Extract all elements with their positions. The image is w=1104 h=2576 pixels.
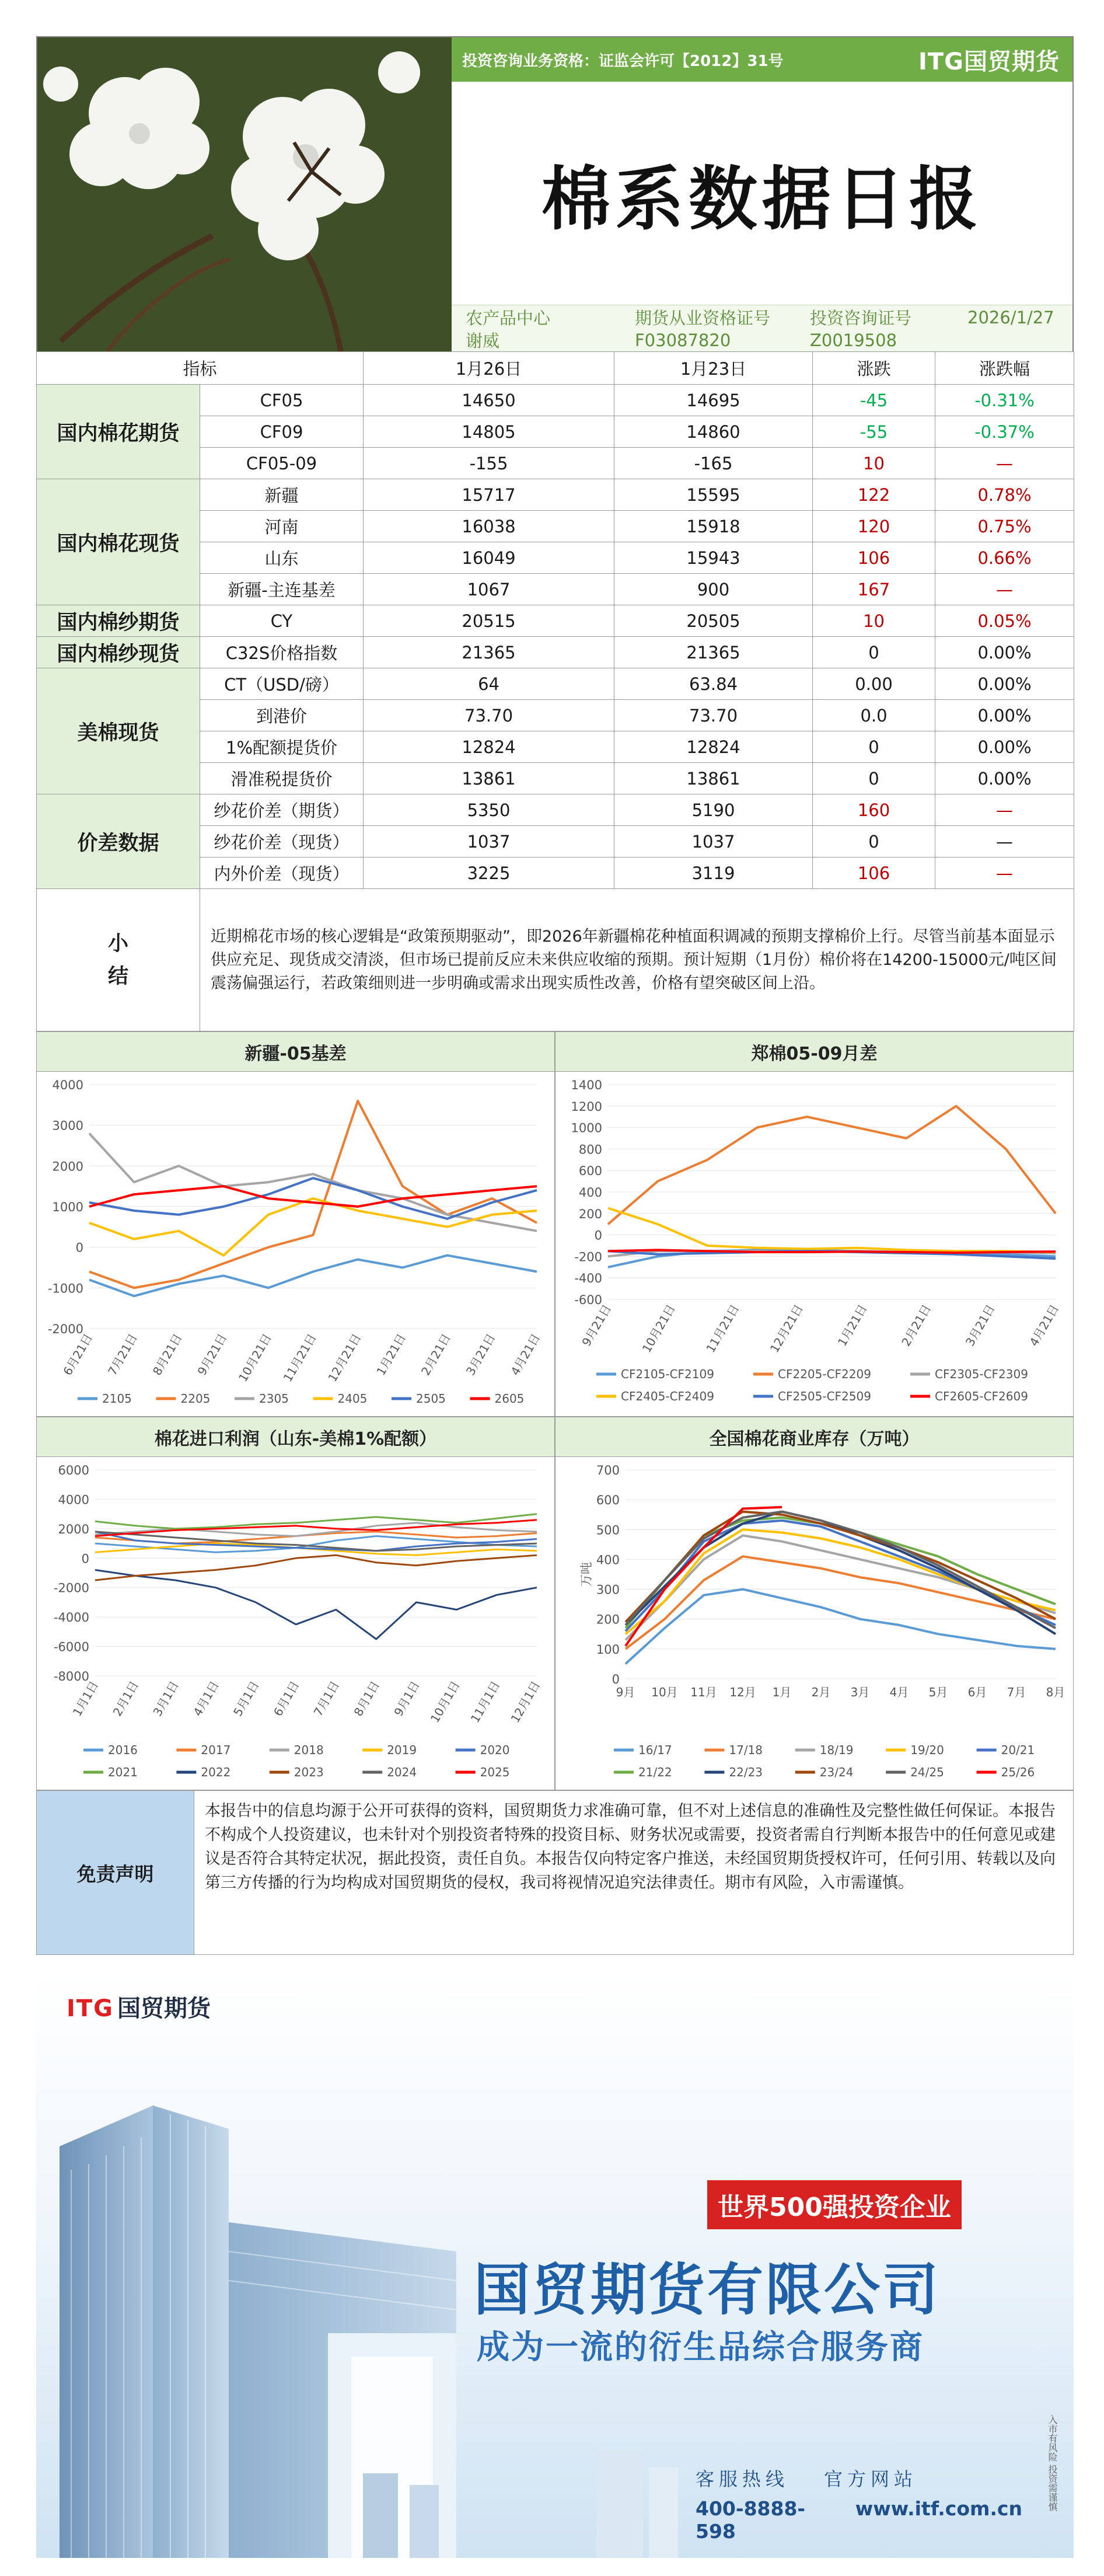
series-line-2022 bbox=[95, 1570, 537, 1640]
x-tick-label: 11月21日 bbox=[703, 1302, 742, 1355]
legend-label: CF2105-CF2109 bbox=[621, 1367, 714, 1381]
col-change: 涨跌 bbox=[813, 352, 935, 385]
value-current: 14650 bbox=[364, 385, 614, 416]
risk-warning: 入市有风险 投资需谨慎 bbox=[1047, 2415, 1058, 2512]
qualification-text: 投资咨询业务资格：证监会许可【2012】31号 bbox=[462, 52, 784, 70]
y-tick-label: 200 bbox=[578, 1207, 602, 1221]
value-previous: 73.70 bbox=[614, 700, 813, 731]
row-item: 滑准税提货价 bbox=[200, 763, 364, 794]
meta-analyst: 谢威 bbox=[466, 331, 500, 351]
value-current: 16049 bbox=[364, 542, 614, 574]
value-change: 106 bbox=[813, 542, 935, 574]
x-tick-label: 12月21日 bbox=[767, 1302, 806, 1355]
x-tick-label: 2月21日 bbox=[899, 1302, 934, 1349]
disclaimer-text: 本报告中的信息均源于公开可获得的资料，国贸期货力求准确可靠，但不对上述信息的准确性及完整性做任何保证。本报告不构成个人投资建议，也未针对个别投资者特殊的投资目标、财务状况或需要，投资者需自行判断本报告中的任何意见或建议是否符合其特定状况，据此投资，责任自负。本报告仅向特定客户推送，未经国贸期货授权许可，任何引用、转载以及向第三方传播的行为均构成对国贸期货的侵权，我司将视情况追究法律责任。期市有风险，入市需谨慎。 bbox=[205, 1802, 1056, 1892]
col-change-pct: 涨跌幅 bbox=[935, 352, 1074, 385]
legend-label: 16/17 bbox=[638, 1743, 672, 1757]
value-change: -45 bbox=[813, 385, 935, 416]
legend-label: 20/21 bbox=[1001, 1743, 1035, 1757]
section-label: 美棉现货 bbox=[37, 668, 200, 794]
basis-chart-title: 新疆-05基差 bbox=[37, 1032, 554, 1072]
basis-chart-plot bbox=[37, 1072, 554, 1416]
x-tick-label: 12月1日 bbox=[508, 1678, 543, 1726]
x-tick-label: 5月 bbox=[928, 1685, 948, 1699]
x-tick-label: 8月21日 bbox=[149, 1331, 185, 1378]
table-header-row bbox=[37, 352, 1074, 385]
company-name: 国贸期货有限公司 bbox=[474, 2257, 941, 2323]
x-tick-label: 8月1日 bbox=[351, 1678, 383, 1719]
value-previous: 3119 bbox=[614, 857, 813, 889]
meta-row-labels bbox=[452, 305, 1072, 328]
value-change: 0 bbox=[813, 637, 935, 668]
x-tick-label: 7月21日 bbox=[105, 1331, 141, 1378]
series-line-CF2405-CF2409 bbox=[608, 1208, 1056, 1252]
value-current: 1037 bbox=[364, 826, 614, 857]
table-body bbox=[37, 385, 1074, 1031]
spread-chart-title: 郑棉05-09月差 bbox=[556, 1032, 1073, 1072]
value-change-pct: 0.05% bbox=[935, 605, 1074, 637]
x-tick-label: 5月1日 bbox=[230, 1678, 262, 1719]
row-item: CY bbox=[200, 605, 364, 637]
table-row bbox=[37, 668, 1074, 700]
x-tick-label: 9月21日 bbox=[579, 1302, 614, 1349]
y-tick-label: -600 bbox=[574, 1293, 602, 1307]
meta-advisory-license-label: 投资咨询证号 bbox=[810, 308, 912, 328]
banner-logo bbox=[67, 1990, 211, 2023]
legend-label: 2205 bbox=[180, 1392, 211, 1406]
contact-info bbox=[696, 2465, 1022, 2543]
row-item: 河南 bbox=[200, 511, 364, 542]
legend-label: 2605 bbox=[494, 1392, 525, 1406]
section-label: 价差数据 bbox=[37, 794, 200, 889]
legend-label: 18/19 bbox=[819, 1743, 854, 1757]
series-line-2605 bbox=[89, 1186, 537, 1207]
y-tick-label: 0 bbox=[612, 1672, 620, 1686]
series-line-2018 bbox=[95, 1523, 537, 1536]
y-tick-label: -2000 bbox=[53, 1581, 89, 1595]
legend-label: 2016 bbox=[108, 1743, 138, 1757]
x-tick-label: 9月 bbox=[616, 1685, 635, 1699]
value-change-pct: 0.78% bbox=[935, 479, 1074, 511]
profit-chart-title: 棉花进口利润（山东-美棉1%配额） bbox=[37, 1417, 554, 1457]
y-tick-label: 600 bbox=[596, 1493, 620, 1508]
y-tick-label: 500 bbox=[596, 1523, 620, 1538]
value-previous: 63.84 bbox=[614, 668, 813, 700]
data-table bbox=[36, 351, 1074, 1031]
page-title: 棉系数据日报 bbox=[541, 159, 983, 239]
row-item: CF05-09 bbox=[200, 448, 364, 479]
x-tick-label: 10月21日 bbox=[639, 1302, 678, 1355]
value-previous: 15918 bbox=[614, 511, 813, 542]
x-tick-label: 4月21日 bbox=[1026, 1302, 1062, 1349]
value-change: 120 bbox=[813, 511, 935, 542]
y-tick-label: 1000 bbox=[52, 1200, 83, 1214]
company-banner bbox=[36, 1971, 1074, 2558]
y-tick-label: 400 bbox=[596, 1553, 620, 1567]
legend-label: 22/23 bbox=[729, 1765, 763, 1779]
y-tick-label: -400 bbox=[574, 1271, 602, 1286]
row-item: 内外价差（现货） bbox=[200, 857, 364, 889]
legend-label: 2024 bbox=[387, 1765, 417, 1779]
meta-department: 农产品中心 bbox=[466, 308, 551, 328]
series-line-2305 bbox=[89, 1134, 537, 1231]
series-line-16/17 bbox=[626, 1589, 1056, 1664]
banner-logo-itg: ITG bbox=[67, 1995, 114, 2022]
value-change-pct: 0.66% bbox=[935, 542, 1074, 574]
x-tick-label: 1月21日 bbox=[834, 1302, 870, 1349]
fortune500-badge: 世界500强投资企业 bbox=[707, 2180, 962, 2229]
value-change: 0.00 bbox=[813, 668, 935, 700]
y-tick-label: 0 bbox=[81, 1552, 89, 1566]
table-row bbox=[37, 605, 1074, 637]
x-tick-label: 2月 bbox=[811, 1685, 831, 1699]
hotline-number: 400-8888-598 bbox=[696, 2497, 806, 2543]
value-previous: -165 bbox=[614, 448, 813, 479]
x-tick-label: 11月21日 bbox=[280, 1331, 319, 1385]
value-change: 0 bbox=[813, 826, 935, 857]
value-change-pct: 0.00% bbox=[935, 637, 1074, 668]
cotton-illustration bbox=[37, 37, 452, 351]
row-item: 新疆 bbox=[200, 479, 364, 511]
y-tick-label: -2000 bbox=[47, 1322, 83, 1336]
x-tick-label: 3月21日 bbox=[962, 1302, 998, 1349]
table-row bbox=[37, 794, 1074, 826]
y-tick-label: 1400 bbox=[571, 1078, 602, 1092]
value-change-pct: — bbox=[935, 857, 1074, 889]
x-tick-label: 12月21日 bbox=[325, 1331, 364, 1385]
series-line-CF2205-CF2209 bbox=[608, 1106, 1056, 1224]
x-tick-label: 3月21日 bbox=[463, 1331, 498, 1378]
summary-text: 近期棉花市场的核心逻辑是“政策预期驱动”，即2026年新疆棉花种植面积调减的预期支撑棉价上行。尽管当前基本面显示供应充足、现货成交清淡，但市场已提前反应未来供应收缩的预期。预计短期（1月份）棉价将在14200-15000元/吨区间震荡偏强运行，若政策细则进一步明确或需求出现实质性改善，价格有望突破区间上沿。 bbox=[200, 889, 1074, 1031]
legend-label: CF2505-CF2509 bbox=[778, 1389, 871, 1403]
col-date-2: 1月23日 bbox=[614, 352, 813, 385]
qualification-bar bbox=[452, 37, 1072, 82]
value-change: 167 bbox=[813, 574, 935, 605]
y-tick-label: -8000 bbox=[53, 1669, 89, 1683]
y-tick-label: 1000 bbox=[571, 1121, 602, 1135]
value-change-pct: — bbox=[935, 794, 1074, 826]
value-change-pct: 0.00% bbox=[935, 763, 1074, 794]
x-tick-label: 11月1日 bbox=[467, 1678, 503, 1726]
value-change: 122 bbox=[813, 479, 935, 511]
profit-chart-plot bbox=[37, 1457, 554, 1790]
x-tick-label: 9月1日 bbox=[391, 1678, 422, 1719]
value-previous: 21365 bbox=[614, 637, 813, 668]
x-tick-label: 2月21日 bbox=[418, 1331, 453, 1378]
value-change: 160 bbox=[813, 794, 935, 826]
row-item: 山东 bbox=[200, 542, 364, 574]
x-tick-label: 2月1日 bbox=[110, 1678, 142, 1719]
value-current: 64 bbox=[364, 668, 614, 700]
website-label: 官方网站 bbox=[824, 2468, 918, 2490]
row-item: CT（USD/磅） bbox=[200, 668, 364, 700]
value-current: 13861 bbox=[364, 763, 614, 794]
value-current: 5350 bbox=[364, 794, 614, 826]
y-tick-label: 4000 bbox=[58, 1493, 89, 1507]
disclaimer bbox=[36, 1790, 1074, 1955]
x-tick-label: 3月 bbox=[850, 1685, 870, 1699]
col-date-1: 1月26日 bbox=[364, 352, 614, 385]
section-label: 国内棉纱现货 bbox=[37, 637, 200, 668]
row-item: 纱花价差（现货） bbox=[200, 826, 364, 857]
chart-row-2 bbox=[36, 1417, 1074, 1790]
series-line-2105 bbox=[89, 1256, 537, 1296]
x-tick-label: 7月1日 bbox=[310, 1678, 343, 1719]
legend-label: 2405 bbox=[337, 1392, 368, 1406]
value-change: 10 bbox=[813, 448, 935, 479]
y-tick-label: 300 bbox=[596, 1582, 620, 1597]
value-change: -55 bbox=[813, 416, 935, 448]
report-sheet bbox=[36, 36, 1074, 2558]
section-label: 国内棉花期货 bbox=[37, 385, 200, 479]
x-tick-label: 11月 bbox=[690, 1685, 717, 1699]
x-tick-label: 1月1日 bbox=[69, 1678, 102, 1719]
value-previous: 12824 bbox=[614, 731, 813, 763]
y-tick-label: -200 bbox=[574, 1250, 602, 1264]
legend-label: CF2405-CF2409 bbox=[621, 1389, 714, 1403]
y-tick-label: -6000 bbox=[53, 1640, 89, 1654]
value-change: 0 bbox=[813, 763, 935, 794]
value-current: 12824 bbox=[364, 731, 614, 763]
value-current: 21365 bbox=[364, 637, 614, 668]
value-change-pct: — bbox=[935, 826, 1074, 857]
value-change: 10 bbox=[813, 605, 935, 637]
row-item: CF05 bbox=[200, 385, 364, 416]
website-url: www.itf.com.cn bbox=[855, 2497, 1022, 2520]
summary-row bbox=[37, 889, 1074, 1031]
cotton-photo bbox=[37, 37, 452, 351]
legend-label: 2021 bbox=[108, 1765, 138, 1779]
y-tick-label: 0 bbox=[594, 1228, 602, 1243]
legend-label: 19/20 bbox=[910, 1743, 944, 1757]
row-item: C32S价格指数 bbox=[200, 637, 364, 668]
y-tick-label: 800 bbox=[578, 1142, 602, 1157]
section-label: 国内棉纱期货 bbox=[37, 605, 200, 637]
value-change: 0.0 bbox=[813, 700, 935, 731]
report-header bbox=[36, 36, 1074, 351]
meta-row-values bbox=[452, 328, 1072, 351]
legend-label: 2305 bbox=[259, 1392, 289, 1406]
legend-label: 25/26 bbox=[1001, 1765, 1035, 1779]
legend-label: CF2605-CF2609 bbox=[935, 1389, 1028, 1403]
banner-logo-name: 国贸期货 bbox=[117, 1995, 211, 2022]
y-tick-label: 6000 bbox=[58, 1463, 89, 1477]
col-indicator: 指标 bbox=[37, 352, 364, 385]
y-tick-label: -4000 bbox=[53, 1611, 89, 1625]
value-change-pct: -0.31% bbox=[935, 385, 1074, 416]
row-item: 1%配额提货价 bbox=[200, 731, 364, 763]
y-tick-label: 1200 bbox=[571, 1099, 602, 1114]
y-tick-label: 600 bbox=[578, 1164, 602, 1179]
value-previous: 14695 bbox=[614, 385, 813, 416]
row-item: 到港价 bbox=[200, 700, 364, 731]
value-current: -155 bbox=[364, 448, 614, 479]
value-current: 73.70 bbox=[364, 700, 614, 731]
row-item: 纱花价差（期货） bbox=[200, 794, 364, 826]
value-change: 106 bbox=[813, 857, 935, 889]
value-change: 0 bbox=[813, 731, 935, 763]
x-tick-label: 6月21日 bbox=[60, 1331, 96, 1378]
legend-label: 2105 bbox=[102, 1392, 132, 1406]
y-tick-label: 100 bbox=[596, 1642, 620, 1657]
spread-chart bbox=[555, 1031, 1074, 1417]
series-line-19/20 bbox=[626, 1529, 1056, 1634]
x-tick-label: 10月1日 bbox=[427, 1678, 463, 1726]
series-line-2023 bbox=[95, 1555, 537, 1580]
x-tick-label: 8月 bbox=[1046, 1685, 1065, 1699]
legend-label: 2020 bbox=[480, 1743, 510, 1757]
x-tick-label: 4月1日 bbox=[190, 1678, 222, 1719]
legend-label: 2025 bbox=[480, 1765, 510, 1779]
y-tick-label: 0 bbox=[75, 1240, 83, 1255]
series-line-25/26 bbox=[626, 1507, 782, 1646]
table-row bbox=[37, 385, 1074, 416]
legend-label: 2017 bbox=[201, 1743, 231, 1757]
meta-futures-license: F03087820 bbox=[635, 330, 731, 350]
profit-chart bbox=[36, 1417, 555, 1790]
stock-chart-plot bbox=[556, 1457, 1073, 1790]
value-change-pct: 0.00% bbox=[935, 700, 1074, 731]
y-tick-label: 400 bbox=[578, 1186, 602, 1200]
series-line-20/21 bbox=[626, 1521, 1056, 1631]
section-label: 国内棉花现货 bbox=[37, 479, 200, 605]
spread-chart-plot bbox=[556, 1072, 1073, 1416]
value-current: 15717 bbox=[364, 479, 614, 511]
x-tick-label: 3月1日 bbox=[150, 1678, 181, 1719]
x-tick-label: 7月 bbox=[1007, 1685, 1026, 1699]
row-item: 新疆-主连基差 bbox=[200, 574, 364, 605]
x-tick-label: 12月 bbox=[729, 1685, 756, 1699]
y-tick-label: 700 bbox=[596, 1463, 620, 1477]
hotline-label: 客服热线 bbox=[696, 2468, 789, 2490]
value-previous: 20505 bbox=[614, 605, 813, 637]
chart-row-1 bbox=[36, 1031, 1074, 1417]
y-axis-label: 万吨 bbox=[579, 1562, 593, 1587]
x-tick-label: 1月 bbox=[772, 1685, 792, 1699]
company-slogan: 成为一流的衍生品综合服务商 bbox=[477, 2328, 924, 2366]
legend-label: 24/25 bbox=[910, 1765, 944, 1779]
legend-label: 2019 bbox=[387, 1743, 417, 1757]
value-current: 1067 bbox=[364, 574, 614, 605]
basis-chart bbox=[36, 1031, 555, 1417]
x-tick-label: 1月21日 bbox=[373, 1331, 409, 1378]
x-tick-label: 10月 bbox=[651, 1685, 678, 1699]
value-previous: 15943 bbox=[614, 542, 813, 574]
legend-label: 2505 bbox=[416, 1392, 446, 1406]
value-previous: 15595 bbox=[614, 479, 813, 511]
x-tick-label: 10月21日 bbox=[235, 1331, 275, 1385]
legend-label: 21/22 bbox=[638, 1765, 672, 1779]
y-tick-label: -1000 bbox=[47, 1281, 83, 1296]
value-change-pct: 0.75% bbox=[935, 511, 1074, 542]
stock-chart bbox=[555, 1417, 1074, 1790]
meta-futures-license-label: 期货从业资格证号 bbox=[635, 308, 771, 328]
brand-logo: ITG国贸期货 bbox=[918, 48, 1060, 75]
value-previous: 5190 bbox=[614, 794, 813, 826]
x-tick-label: 6月1日 bbox=[270, 1678, 302, 1719]
value-current: 14805 bbox=[364, 416, 614, 448]
legend-label: 2023 bbox=[294, 1765, 324, 1779]
x-tick-label: 6月 bbox=[967, 1685, 987, 1699]
x-tick-label: 4月21日 bbox=[508, 1331, 543, 1378]
value-change-pct: -0.37% bbox=[935, 416, 1074, 448]
value-previous: 14860 bbox=[614, 416, 813, 448]
legend-label: CF2205-CF2209 bbox=[778, 1367, 871, 1381]
stock-chart-title: 全国棉花商业库存（万吨） bbox=[556, 1417, 1073, 1457]
value-change-pct: — bbox=[935, 574, 1074, 605]
y-tick-label: 200 bbox=[596, 1612, 620, 1627]
meta-date: 2026/1/27 bbox=[967, 307, 1054, 327]
value-change-pct: 0.00% bbox=[935, 668, 1074, 700]
y-tick-label: 2000 bbox=[52, 1159, 83, 1174]
legend-label: 2022 bbox=[201, 1765, 231, 1779]
value-change-pct: — bbox=[935, 448, 1074, 479]
disclaimer-label: 免责声明 bbox=[37, 1791, 194, 1954]
table-row bbox=[37, 479, 1074, 511]
legend-label: 23/24 bbox=[819, 1765, 854, 1779]
summary-label: 小 结 bbox=[37, 889, 200, 1031]
row-item: CF09 bbox=[200, 416, 364, 448]
meta-advisory-license: Z0019508 bbox=[810, 330, 897, 350]
value-change-pct: 0.00% bbox=[935, 731, 1074, 763]
value-previous: 900 bbox=[614, 574, 813, 605]
legend-label: CF2305-CF2309 bbox=[935, 1367, 1028, 1381]
value-previous: 13861 bbox=[614, 763, 813, 794]
value-previous: 1037 bbox=[614, 826, 813, 857]
y-tick-label: 4000 bbox=[52, 1078, 83, 1092]
value-current: 16038 bbox=[364, 511, 614, 542]
value-current: 20515 bbox=[364, 605, 614, 637]
x-tick-label: 4月 bbox=[889, 1685, 909, 1699]
table-row bbox=[37, 637, 1074, 668]
y-tick-label: 2000 bbox=[58, 1522, 89, 1536]
legend-label: 2018 bbox=[294, 1743, 324, 1757]
legend-label: 17/18 bbox=[729, 1743, 763, 1757]
value-current: 3225 bbox=[364, 857, 614, 889]
y-tick-label: 3000 bbox=[52, 1118, 83, 1133]
x-tick-label: 9月21日 bbox=[194, 1331, 230, 1378]
